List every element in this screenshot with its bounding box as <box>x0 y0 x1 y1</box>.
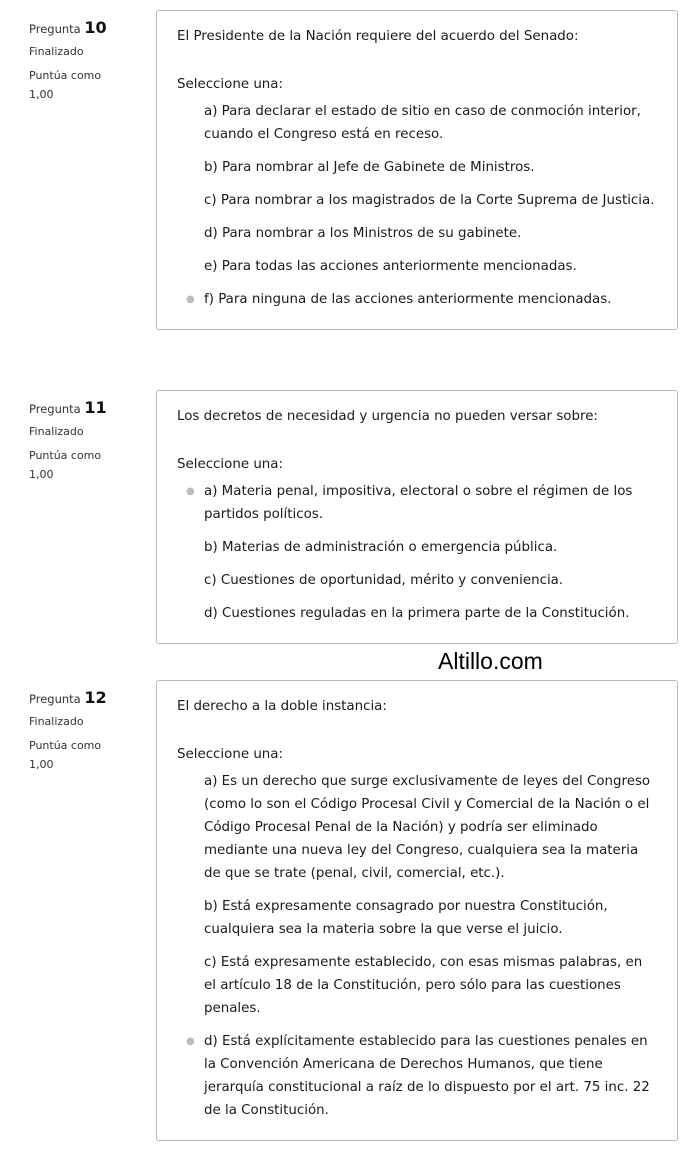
option-text: c) Está expresamente establecido, con esas mismas palabras, en el artículo 18 de la Constitución, pero sólo para las cuestiones penales. <box>204 955 643 1016</box>
select-prompt: Seleccione una: <box>177 77 284 92</box>
grade-label: Puntúa como <box>29 449 102 462</box>
question-text: El derecho a la doble instancia: <box>177 699 387 714</box>
selected-marker-icon: ● <box>186 486 195 497</box>
select-prompt: Seleccione una: <box>177 457 284 472</box>
option-text: d) Para nombrar a los Ministros de su gabinete. <box>204 226 522 241</box>
question-number: 10 <box>84 18 107 37</box>
question-box <box>156 10 678 330</box>
grade-label: Puntúa como <box>29 739 102 752</box>
option-text: a) Para declarar el estado de sitio en caso de conmoción interior, cuando el Congreso está en receso. <box>204 104 641 142</box>
option-text: a) Materia penal, impositiva, electoral o sobre el régimen de los partidos políticos. <box>204 484 633 522</box>
answer-option[interactable] <box>177 770 657 885</box>
question-box <box>156 680 678 1141</box>
answer-option[interactable] <box>177 156 657 179</box>
question-label: Pregunta <box>29 692 81 706</box>
question-status: Finalizado <box>29 45 84 58</box>
question-label: Pregunta <box>29 22 81 36</box>
option-text: c) Cuestiones de oportunidad, mérito y conveniencia. <box>204 573 564 588</box>
question-status: Finalizado <box>29 715 84 728</box>
answer-option[interactable] <box>177 1030 657 1122</box>
question-label: Pregunta <box>29 402 81 416</box>
question-info <box>29 18 107 112</box>
answer-option[interactable] <box>177 569 657 592</box>
option-text: b) Está expresamente consagrado por nuestra Constitución, cualquiera sea la materia sobre la que verse el juicio. <box>204 899 608 937</box>
grade-value: 1,00 <box>29 468 54 481</box>
question-info <box>29 688 107 782</box>
watermark: Altillo.com <box>438 648 543 674</box>
answer-option[interactable] <box>177 222 657 245</box>
question-info <box>29 398 107 492</box>
question-number: 11 <box>84 398 107 417</box>
answer-option[interactable] <box>177 480 657 526</box>
option-text: d) Cuestiones reguladas en la primera parte de la Constitución. <box>204 606 630 621</box>
option-text: d) Está explícitamente establecido para las cuestiones penales en la Convención Americana de Derechos Humanos, que tiene jerarquía constitucional a raíz de lo dispuesto por el art. 75 inc. 22 de la Constitución. <box>204 1034 650 1118</box>
answer-option[interactable] <box>177 895 657 941</box>
answer-option[interactable] <box>177 536 657 559</box>
option-text: f) Para ninguna de las acciones anteriormente mencionadas. <box>204 292 612 307</box>
question-status: Finalizado <box>29 425 84 438</box>
option-text: e) Para todas las acciones anteriormente mencionadas. <box>204 259 577 274</box>
answer-option[interactable] <box>177 951 657 1020</box>
question-number: 12 <box>84 688 107 707</box>
answer-option[interactable] <box>177 100 657 146</box>
question-text: El Presidente de la Nación requiere del acuerdo del Senado: <box>177 29 579 44</box>
option-text: c) Para nombrar a los magistrados de la Corte Suprema de Justicia. <box>204 193 655 208</box>
question-text: Los decretos de necesidad y urgencia no pueden versar sobre: <box>177 409 598 424</box>
grade-label: Puntúa como <box>29 69 102 82</box>
answer-option[interactable] <box>177 255 657 278</box>
selected-marker-icon: ● <box>186 1036 195 1047</box>
grade-value: 1,00 <box>29 88 54 101</box>
option-text: b) Para nombrar al Jefe de Gabinete de Ministros. <box>204 160 535 175</box>
answer-option[interactable] <box>177 189 657 212</box>
question-box <box>156 390 678 644</box>
grade-value: 1,00 <box>29 758 54 771</box>
option-text: a) Es un derecho que surge exclusivamente de leyes del Congreso (como lo son el Código Procesal Civil y Comercial de la Nación o el Código Procesal Penal de la Nación) y podría ser eliminado mediante una nueva ley del Congreso, cualquiera sea la materia de que se trate (penal, civil, comercial, etc.). <box>204 774 651 881</box>
selected-marker-icon: ● <box>186 294 195 305</box>
answer-option[interactable] <box>177 602 657 625</box>
answer-option[interactable] <box>177 288 657 311</box>
option-text: b) Materias de administración o emergencia pública. <box>204 540 558 555</box>
select-prompt: Seleccione una: <box>177 747 284 762</box>
